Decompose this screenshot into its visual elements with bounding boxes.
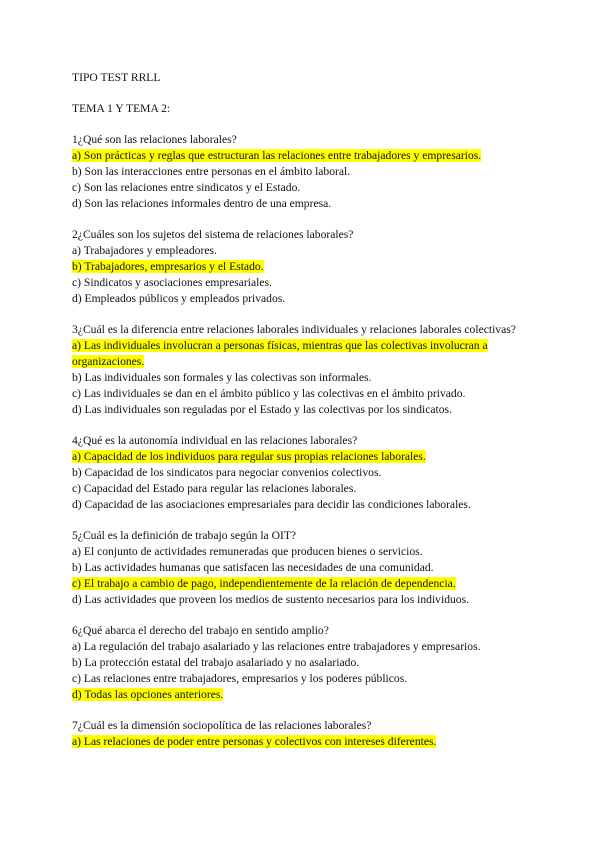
answer-option: c) Las individuales se dan en el ámbito público y las colectivas en el ámbito privado.: [72, 387, 466, 400]
answer-option-correct: d) Todas las opciones anteriores.: [72, 688, 224, 701]
answer-option: d) Las individuales son reguladas por el Estado y las colectivas por los sindicatos.: [72, 403, 452, 416]
question-text: 5¿Cuál es la definición de trabajo según la OIT?: [72, 529, 297, 542]
answer-option-correct: a) Son prácticas y reglas que estructuran las relaciones entre trabajadores y empresarios.: [72, 149, 482, 162]
answer-option: a) Trabajadores y empleadores.: [72, 244, 217, 257]
answer-option: a) La regulación del trabajo asalariado y las relaciones entre trabajadores y empresarios.: [72, 640, 481, 653]
answer-option: b) Las individuales son formales y las colectivas son informales.: [72, 371, 372, 384]
question-2: [72, 227, 542, 307]
answer-option: b) La protección estatal del trabajo asalariado y no asalariado.: [72, 656, 360, 669]
answer-option: b) Las actividades humanas que satisfacen las necesidades de una comunidad.: [72, 561, 434, 574]
question-text: 4¿Qué es la autonomía individual en las relaciones laborales?: [72, 434, 358, 447]
answer-option-correct: c) El trabajo a cambio de pago, independientemente de la relación de dependencia.: [72, 577, 456, 590]
question-text: 7¿Cuál es la dimensión sociopolítica de las relaciones laborales?: [72, 719, 372, 732]
question-text: 6¿Qué abarca el derecho del trabajo en sentido amplio?: [72, 624, 329, 637]
answer-option: c) Capacidad del Estado para regular las relaciones laborales.: [72, 482, 357, 495]
question-text: 3¿Cuál es la diferencia entre relaciones laborales individuales y relaciones laborales colectivas?: [72, 323, 516, 336]
answer-option: c) Son las relaciones entre sindicatos y el Estado.: [72, 181, 301, 194]
answer-option: b) Son las interacciones entre personas en el ámbito laboral.: [72, 165, 351, 178]
answer-option-correct: a) Las individuales involucran a personas físicas, mientras que las colectivas involucran a organizaciones.: [72, 339, 488, 368]
answer-option: d) Capacidad de las asociaciones empresariales para decidir las condiciones laborales.: [72, 498, 471, 511]
answer-option: d) Empleados públicos y empleados privados.: [72, 292, 286, 305]
question-1: [72, 132, 542, 212]
answer-option: a) El conjunto de actividades remuneradas que producen bienes o servicios.: [72, 545, 423, 558]
answer-option-correct: a) Las relaciones de poder entre personas y colectivos con intereses diferentes.: [72, 735, 437, 748]
question-4: [72, 433, 542, 513]
question-text: 2¿Cuáles son los sujetos del sistema de relaciones laborales?: [72, 228, 354, 241]
answer-option: b) Capacidad de los sindicatos para negociar convenios colectivos.: [72, 466, 382, 479]
answer-option: c) Las relaciones entre trabajadores, empresarios y los poderes públicos.: [72, 672, 408, 685]
question-text: 1¿Qué son las relaciones laborales?: [72, 133, 237, 146]
answer-option: c) Sindicatos y asociaciones empresariales.: [72, 276, 272, 289]
answer-option: d) Son las relaciones informales dentro de una empresa.: [72, 197, 332, 210]
document-title: TIPO TEST RRLL: [72, 71, 161, 84]
answer-option-correct: a) Capacidad de los individuos para regular sus propias relaciones laborales.: [72, 450, 426, 463]
question-3: [72, 322, 542, 418]
section-title: TEMA 1 Y TEMA 2:: [72, 102, 171, 115]
document-content: [72, 70, 542, 765]
question-5: [72, 528, 542, 608]
answer-option: d) Las actividades que proveen los medios de sustento necesarios para los individuos.: [72, 593, 469, 606]
question-6: [72, 623, 542, 703]
answer-option-correct: b) Trabajadores, empresarios y el Estado.: [72, 260, 264, 273]
question-7: [72, 718, 542, 750]
